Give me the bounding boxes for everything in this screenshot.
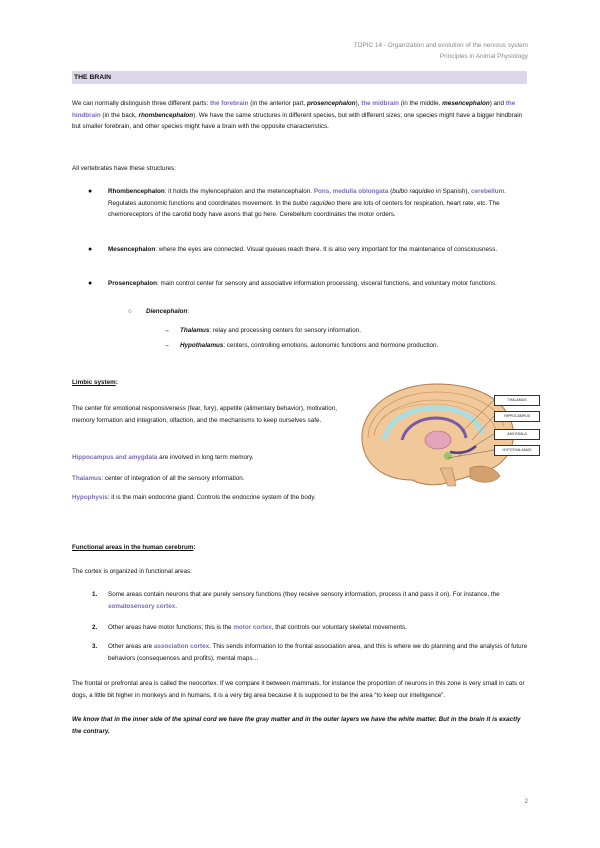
brain-label: HYPOTHALAMUS <box>494 445 540 456</box>
list-number: 2. <box>92 624 98 631</box>
functional-heading-colon: : <box>193 544 196 551</box>
list-text: . This sends information to the frontal association area, and this is where we do planning and the analysis of future behaviors (consequences and profits), mental maps… <box>108 643 528 662</box>
bullet-dot: ● <box>88 246 93 253</box>
list-text: Other areas have motor functions; this is the <box>108 624 234 631</box>
page-number: 2 <box>524 798 528 805</box>
sub-item-text: : centers, controlling emotions, autonomic functions and hormone production. <box>223 342 439 349</box>
limbic-text: : center of integration of all the sensory information. <box>101 475 245 482</box>
bullet-dot: ● <box>88 280 93 287</box>
term-diencephalon: Diencephalon <box>146 308 188 315</box>
bullet-text: . Regulates autonomic functions and coordinates movement. In the <box>108 188 506 207</box>
bullet-text: in Spanish), <box>434 188 471 195</box>
term-association-cortex: association cortex <box>153 643 210 650</box>
list-text: Other areas are <box>108 643 154 650</box>
intro-text: ), <box>355 100 362 107</box>
limbic-heading-text: Limbic system <box>72 379 116 386</box>
list-item <box>108 641 528 664</box>
brain-label: HIPPOCAMPUS <box>494 411 540 422</box>
sub-bullet-text: : <box>187 308 190 315</box>
term-mesencephalon: Mesencephalon <box>108 246 156 253</box>
term-mesencephalon: mesencephalon <box>442 100 490 107</box>
section-title-bar <box>72 71 527 84</box>
bullet-prosencephalon <box>108 278 526 290</box>
term-cerebellum: cerebellum <box>471 188 505 195</box>
term-rhombencephalon: rhombencephalon <box>138 111 194 119</box>
functional-heading <box>72 542 527 554</box>
intro-text: ) and <box>489 100 506 107</box>
limbic-text: are involved in long term memory. <box>157 454 254 461</box>
limbic-thalamus <box>72 473 342 485</box>
limbic-description: The center for emotional responsiveness (fear, fury), appetite (alimentary behavior), motivation, memory formation and integration, olfaction, and the mechanisms to keep ourselves safe. <box>72 405 337 424</box>
functional-intro: The cortex is organized in functional areas: <box>72 568 193 575</box>
list-number: 1. <box>92 591 98 598</box>
limbic-heading-colon: : <box>115 379 118 386</box>
sub-item-thalamus <box>180 325 361 337</box>
term-somatosensory-cortex: somatosensory cortex <box>108 602 176 610</box>
term-prosencephalon: prosencephalon <box>306 100 356 107</box>
intro-text: (in the middle, <box>399 100 443 107</box>
bullet-text: : where the eyes are connected. Visual queues reach there. It is also very important for the maintenance of consciousness. <box>155 246 498 253</box>
term-forebrain: the forebrain <box>210 100 249 107</box>
list-number: 3. <box>92 643 98 650</box>
intro-paragraph <box>72 98 527 133</box>
term-bulbo-raquideo: bulbo raquídeo <box>392 188 435 195</box>
sub-item-text: : relay and processing centers for sensory information. <box>209 327 361 334</box>
header-course: Principles in Animal Physiology <box>439 53 528 60</box>
bullet-text: : it holds the mylencephalon and the metencephalon. <box>164 188 314 195</box>
bullet-text: : main control center for sensory and associative information processing, visceral functions, and voluntary motor functions. <box>157 280 497 287</box>
list-text: , that controls our voluntary skeletal movements. <box>271 624 407 631</box>
bullet-text: ( <box>388 188 393 195</box>
limbic-hippocampus <box>72 452 342 464</box>
bullet-mesencephalon <box>108 244 526 256</box>
brain-label: THALAMUS <box>494 395 540 406</box>
term-hippocampus-amygdala: Hippocampus and amygdala <box>72 454 158 461</box>
term-thalamus: Thalamus <box>180 327 210 334</box>
brain-label: AMYGDALA <box>494 429 540 440</box>
term-motor-cortex: motor cortex <box>233 624 272 631</box>
term-hypophysis: Hypophysis <box>72 494 108 501</box>
header-topic: TOPIC 14 - Organization and evolution of the nervous system <box>353 42 528 49</box>
term-bulbo-raquideo: bulbo raquídeo <box>292 199 335 207</box>
list-item <box>108 589 528 612</box>
intro-text: We can normally distinguish three different parts: <box>72 100 211 107</box>
intro-text: (in the anterior part, <box>248 100 307 107</box>
term-thalamus: Thalamus <box>72 475 102 482</box>
final-paragraph: We know that in the inner side of the spinal cord we have the gray matter and in the outer layers we have the white matter. But in the brain it is exactly the contrary. <box>72 716 521 735</box>
page-header <box>354 40 528 62</box>
list-item <box>108 622 528 634</box>
sub-bullet-diencephalon <box>146 306 189 318</box>
term-midbrain: the midbrain <box>361 100 400 107</box>
limbic-hypophysis <box>72 492 342 504</box>
term-prosencephalon: Prosencephalon <box>108 280 157 287</box>
sub-item-hypothalamus <box>180 340 438 352</box>
term-hypothalamus: Hypothalamus <box>180 342 224 349</box>
all-vertebrates-text: All vertebrates have these structures: <box>72 165 176 172</box>
list-text: Some areas contain neurons that are purely sensory functions (they receive sensory information, process it and pass it on). For instance, the <box>108 591 500 598</box>
bullet-text: there are lots of centers for respiration, heart rate, etc. The chemoreceptors of the carotid body have axons that go here. Cerebellum coordinates the motor orders. <box>108 199 500 218</box>
frontal-paragraph: The frontal or prefrontal area is called the neocortex. If we compare it between mammals, for instance the proportion of neurons in this zone is very small in cats or dogs, a little bit higher in monkeys and in humans, it is a very big area because it is supposed to be the area “to keep our intelligence”. <box>72 680 525 699</box>
sub-bullet-circle: ○ <box>128 308 132 315</box>
arrow-icon: → <box>163 342 170 349</box>
intro-text: (in the back, <box>100 111 139 119</box>
intro-text: ). We have the same structures in different species, but with different sizes; one species might have a bigger hindbrain but smaller forebrain, and other species might have a brain with the opposite characteristics. <box>72 111 523 130</box>
bullet-dot: ● <box>88 188 93 195</box>
functional-heading-text: Functional areas in the human cerebrum <box>72 544 194 551</box>
term-rhombencephalon: Rhombencephalon <box>108 188 165 195</box>
bullet-rhombencephalon <box>108 186 526 221</box>
term-pons-medulla: Pons, medulla oblongata <box>313 188 389 195</box>
limbic-text: : it is the main endocrine gland. Controls the endocrine system of the body. <box>107 494 316 501</box>
list-text: . <box>175 602 177 610</box>
arrow-icon: → <box>163 327 170 334</box>
section-title: THE BRAIN <box>74 74 112 81</box>
term-hindbrain: the hindbrain <box>72 100 516 119</box>
